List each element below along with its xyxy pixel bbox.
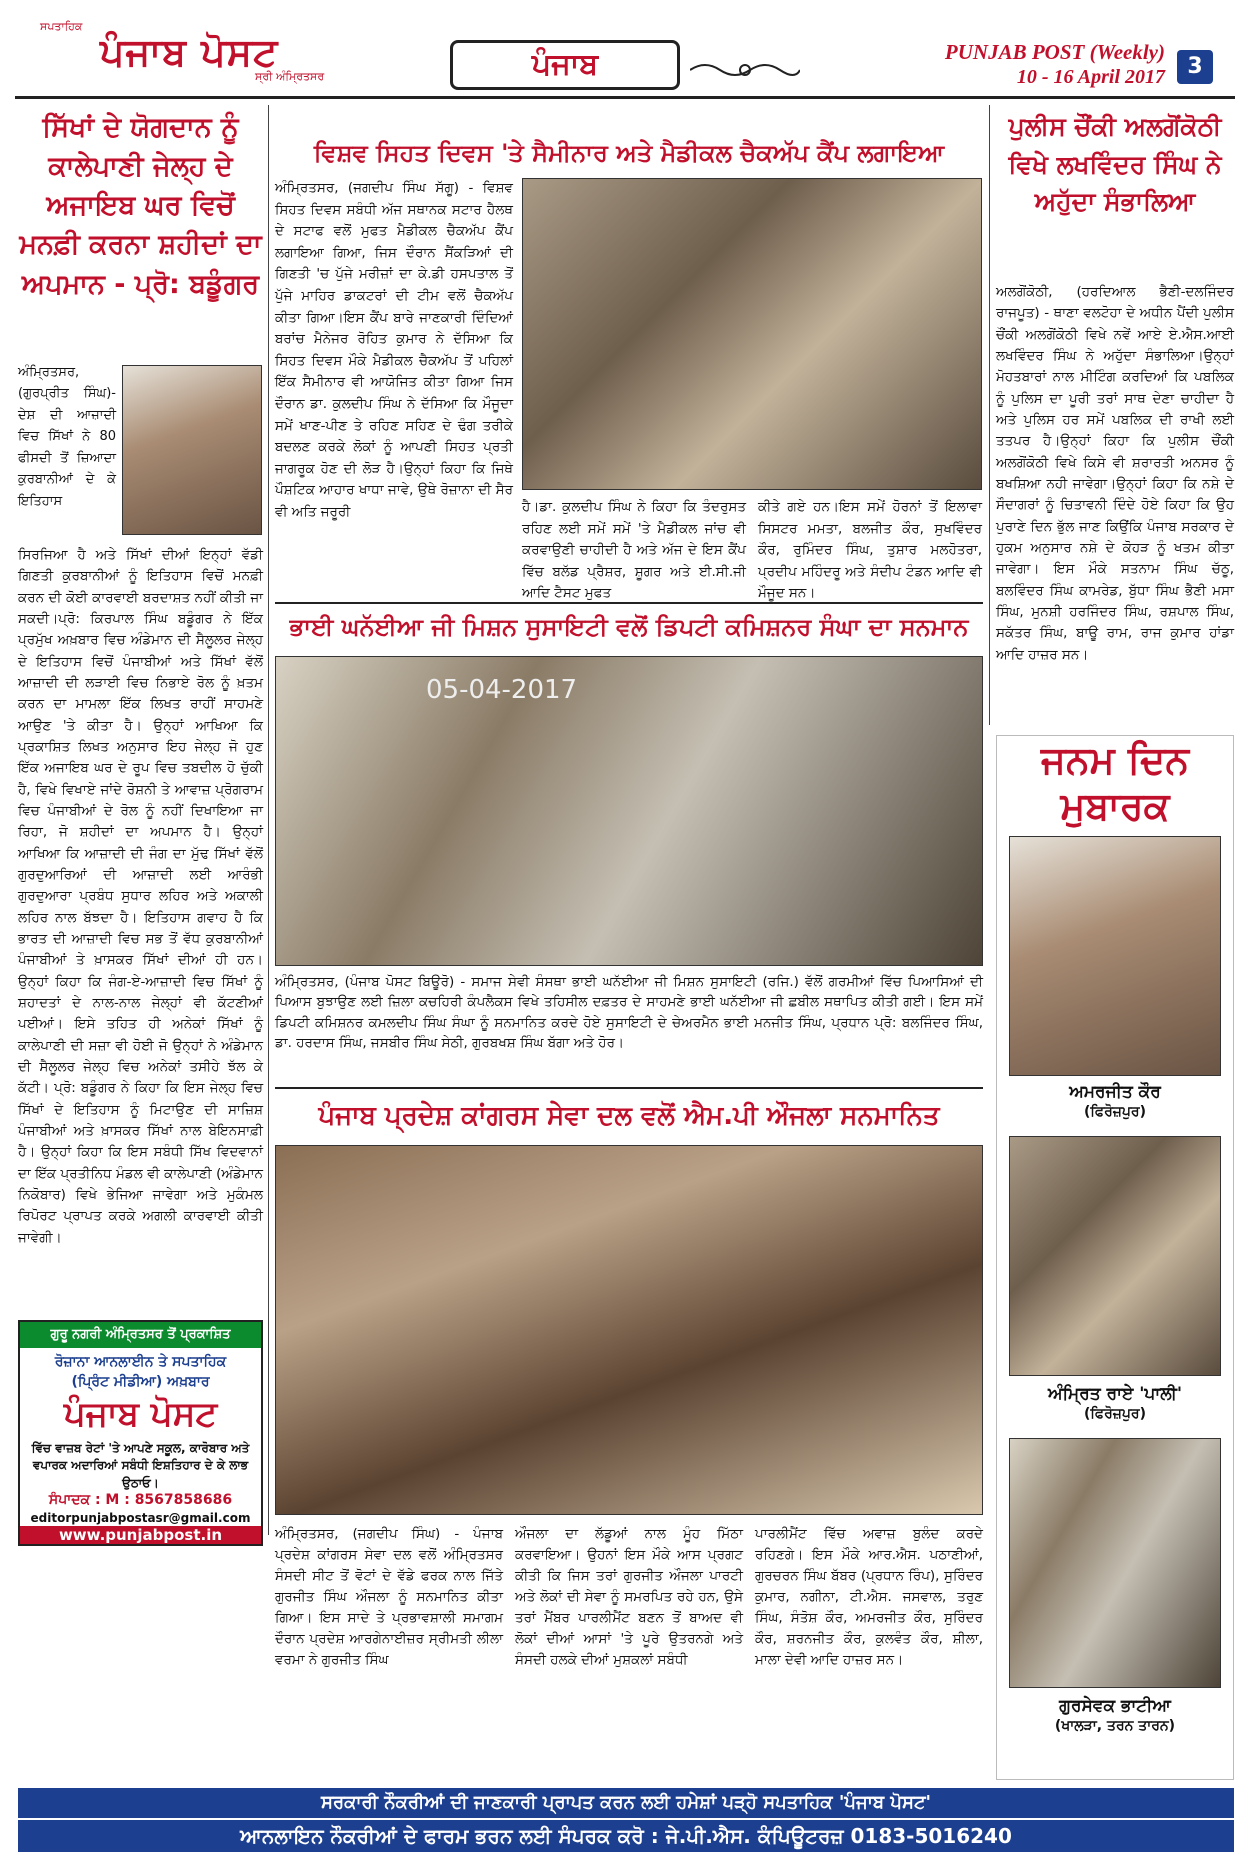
birthday-name-1: ਅਮਰਜੀਤ ਕੌਰ bbox=[1069, 1082, 1161, 1102]
left-headline: ਸਿੱਖਾਂ ਦੇ ਯੋਗਦਾਨ ਨੂੰ ਕਾਲੇਪਾਣੀ ਜੇਲ੍ਹ ਦੇ ਅਜਾਇਬ ਘਰ ਵਿਚੋਂ ਮਨਫ਼ੀ ਕਰਨਾ ਸ਼ਹੀਦਾਂ ਦਾ ਅਪਮਾਨ - ਪ੍ਰੋ: ਬਡੂੰਗਰ bbox=[19, 112, 262, 300]
birthday-name-3: ਗੁਰਸੇਵਕ ਭਾਟੀਆ bbox=[1059, 1696, 1171, 1716]
story1-col3: ਕੀਤੇ ਗਏ ਹਨ।ਇਸ ਸਮੇਂ ਹੋਰਨਾਂ ਤੋਂ ਇਲਾਵਾ ਸਿਸਟਰ ਮਮਤਾ, ਬਲਜੀਤ ਕੌਰ, ਸੁਖਵਿੰਦਰ ਕੌਰ, ਰੁਮਿੰਦਰ ਸਿੰਘ, ਤੁਸ਼ਾਰ ਮਲਹੋਤਰਾ, ਪ੍ਰਦੀਪ ਮਹਿੰਦਰੂ ਅਤੇ ਸੰਦੀਪ ਟੰਡਨ ਆਦਿ ਵੀ ਮੌਜੂਦ ਸਨ। bbox=[758, 499, 982, 602]
ad-name: ਪੰਜਾਬ ਪੋਸਟ bbox=[63, 1394, 218, 1434]
story3-col1: ਅੰਮ੍ਰਿਤਸਰ, (ਜਗਦੀਪ ਸਿੰਘ) - ਪੰਜਾਬ ਪ੍ਰਦੇਸ਼ ਕਾਂਗਰਸ ਸੇਵਾ ਦਲ ਵਲੋਂ ਅੰਮ੍ਰਿਤਸਰ ਸੰਸਦੀ ਸੀਟ ਤੋਂ ਵੋਟਾਂ ਦੇ ਵੱਡੇ ਫਰਕ ਨਾਲ ਜਿੱਤੇ ਗੁਰਜੀਤ ਸਿੰਘ ਔਜਲਾ ਨੂੰ ਸਨਮਾਨਿਤ ਕੀਤਾ ਗਿਆ। ਇਸ ਸਾਦੇ ਤੇ ਪ੍ਰਭਾਵਸ਼ਾਲੀ ਸਮਾਗਮ ਦੌਰਾਨ ਪ੍ਰਦੇਸ਼ ਆਰਗੇਨਾਈਜ਼ਰ ਸ੍ਰੀਮਤੀ ਲੀਲਾ ਵਰਮਾ ਨੇ ਗੁਰਜੀਤ ਸਿੰਘ bbox=[275, 1526, 503, 1668]
ad-box bbox=[18, 1320, 263, 1546]
left-intro: ਅੰਮ੍ਰਿਤਸਰ, (ਗੁਰਪ੍ਰੀਤ ਸਿੰਘ)- ਦੇਸ਼ ਦੀ ਆਜ਼ਾਦੀ ਵਿਚ ਸਿੱਖਾਂ ਨੇ 80 ਫੀਸਦੀ ਤੋਂ ਜ਼ਿਆਦਾ ਕੁਰਬਾਨੀਆਂ ਦੇ ਕੇ ਇਤਿਹਾਸ bbox=[18, 365, 116, 509]
story2-headline: ਭਾਈ ਘਨੱਈਆ ਜੀ ਮਿਸ਼ਨ ਸੁਸਾਇਟੀ ਵਲੋਂ ਡਿਪਟੀ ਕਮਿਸ਼ਨਰ ਸੰਘਾ ਦਾ ਸਨਮਾਨ bbox=[289, 613, 969, 641]
ad-website: www.punjabpost.in bbox=[20, 1526, 261, 1544]
ad-line2: (ਪ੍ਰਿੰਟ ਮੀਡੀਆ) ਅਖ਼ਬਾਰ bbox=[71, 1374, 210, 1390]
story2-photo-date: 05-04-2017 bbox=[426, 675, 578, 705]
story3-col2: ਔਜਲਾ ਦਾ ਲੱਡੂਆਂ ਨਾਲ ਮੂੰਹ ਮਿੱਠਾ ਕਰਵਾਇਆ। ਉਹਨਾਂ ਇਸ ਮੌਕੇ ਆਸ ਪ੍ਰਗਟ ਕੀਤੀ ਕਿ ਜਿਸ ਤਰਾਂ ਗੁਰਜੀਤ ਔਜਲਾ ਪਾਰਟੀ ਅਤੇ ਲੋਕਾਂ ਦੀ ਸੇਵਾ ਨੂੰ ਸਮਰਪਿਤ ਰਹੇ ਹਨ, ਉਸੇ ਤਰਾਂ ਮੈਂਬਰ ਪਾਰਲੀਮੈਂਟ ਬਣਨ ਤੋਂ ਬਾਅਦ ਵੀ ਲੋਕਾਂ ਦੀਆਂ ਆਸਾਂ 'ਤੇ ਪੂਰੇ ਉਤਰਨਗੇ ਅਤੇ ਸੰਸਦੀ ਹਲਕੇ ਦੀਆਂ ਮੁਸ਼ਕਲਾਂ ਸਬੰਧੀ bbox=[515, 1526, 743, 1668]
section-title: ਪੰਜਾਬ bbox=[450, 40, 680, 90]
story3-photo bbox=[275, 1145, 983, 1515]
story2-photo bbox=[275, 656, 983, 966]
masthead bbox=[0, 0, 1250, 95]
birthday-place-1: (ਫਿਰੋਜ਼ਪੁਰ) bbox=[1084, 1104, 1146, 1120]
story1-headline: ਵਿਸ਼ਵ ਸਿਹਤ ਦਿਵਸ 'ਤੇ ਸੈਮੀਨਾਰ ਅਤੇ ਮੈਡੀਕਲ ਚੈਕਅੱਪ ਕੈਂਪ ਲਗਾਇਆ bbox=[313, 139, 945, 167]
english-name: PUNJAB POST (Weekly) bbox=[944, 40, 1165, 64]
divider-right bbox=[989, 105, 990, 725]
story2-rule bbox=[275, 1087, 983, 1089]
masthead-name: ਪੰਜਾਬ ਪੋਸਟ bbox=[100, 30, 279, 74]
left-body: ਸਿਰਜਿਆ ਹੈ ਅਤੇ ਸਿੱਖਾਂ ਦੀਆਂ ਇਨ੍ਹਾਂ ਵੱਡੀ ਗਿਣਤੀ ਕੁਰਬਾਨੀਆਂ ਨੂੰ ਇਤਿਹਾਸ ਵਿਚੋਂ ਮਨਫ਼ੀ ਕਰਨ ਦੀ ਕੋਈ ਕਾਰਵਾਈ ਬਰਦਾਸ਼ਤ ਨਹੀਂ ਕੀਤੀ ਜਾ ਸਕਦੀ।ਪ੍ਰੋ: ਕਿਰਪਾਲ ਸਿੰਘ ਬਡੂੰਗਰ ਨੇ ਇੱਕ ਪ੍ਰਮੁੱਖ ਅਖ਼ਬਾਰ ਵਿਚ ਅੰਡੇਮਾਨ ਦੀ ਸੈਲੂਲਰ ਜੇਲ੍ਹ ਦੇ ਇਤਿਹਾਸ ਵਿਚੋਂ ਪੰਜਾਬੀਆਂ ਅਤੇ ਸਿੱਖਾਂ ਵੱਲੋਂ ਆਜ਼ਾਦੀ ਦੀ ਲੜਾਈ ਵਿਚ ਨਿਭਾਏ ਰੋਲ ਨੂੰ ਖ਼ਤਮ ਕਰਨ ਦਾ ਮਾਮਲਾ ਇੱਕ ਲਿਖਤ ਰਾਹੀਂ ਸਾਹਮਣੇ ਆਉਣ 'ਤੇ ਕੀਤਾ ਹੈ। ਉਨ੍ਹਾਂ ਆਖਿਆ ਕਿ ਪ੍ਰਕਾਸ਼ਿਤ ਲਿਖਤ ਅਨੁਸਾਰ ਇਹ ਜੇਲ੍ਹ ਜੋ ਹੁਣ ਇੱਕ ਅਜਾਇਬ ਘਰ ਦੇ ਰੂਪ ਵਿਚ ਤਬਦੀਲ ਹੋ ਚੁੱਕੀ ਹੈ, ਵਿਖੇ ਵਿਖਾਏ ਜਾਂਦੇ ਰੋਸ਼ਨੀ ਤੇ ਆਵਾਜ਼ ਪ੍ਰੋਗਰਾਮ ਵਿਚ ਪੰਜਾਬੀਆਂ ਦੇ ਰੋਲ ਨੂੰ ਨਹੀਂ ਦਿਖਾਇਆ ਜਾ ਰਿਹਾ, ਜੋ ਸ਼ਹੀਦਾਂ ਦਾ ਅਪਮਾਨ ਹੈ। ਉਨ੍ਹਾਂ ਆਖਿਆ ਕਿ ਆਜ਼ਾਦੀ ਦੀ ਜੰਗ ਦਾ ਮੁੱਢ ਸਿੱਖਾਂ ਵੱਲੋਂ ਗੁਰਦੁਆਰਿਆਂ ਦੀ ਆਜ਼ਾਦੀ ਲਈ ਆਰੰਭੀ ਗੁਰਦੁਆਰਾ ਪ੍ਰਬੰਧ ਸੁਧਾਰ ਲਹਿਰ ਅਤੇ ਅਕਾਲੀ ਲਹਿਰ ਨਾਲ ਬੱਝਦਾ ਹੈ। ਇਤਿਹਾਸ ਗਵਾਹ ਹੈ ਕਿ ਭਾਰਤ ਦੀ ਆਜ਼ਾਦੀ ਵਿਚ ਸਭ ਤੋਂ ਵੱਧ ਕੁਰਬਾਨੀਆਂ ਪੰਜਾਬੀਆਂ ਤੇ ਖ਼ਾਸਕਰ ਸਿੱਖਾਂ ਦੀਆਂ ਹੀ ਹਨ। ਉਨ੍ਹਾਂ ਕਿਹਾ ਕਿ ਜੰਗ-ਏ-ਆਜ਼ਾਦੀ ਵਿਚ ਸਿੱਖਾਂ ਨੂੰ ਸ਼ਹਾਦਤਾਂ ਦੇ ਨਾਲ-ਨਾਲ ਜੇਲ੍ਹਾਂ ਵੀ ਕੱਟਣੀਆਂ ਪਈਆਂ। ਇਸੇ ਤਹਿਤ ਹੀ ਅਨੇਕਾਂ ਸਿੱਖਾਂ ਨੂੰ ਕਾਲੇਪਾਣੀ ਦੀ ਸਜ਼ਾ ਵੀ ਹੋਈ ਜੋ ਉਨ੍ਹਾਂ ਨੇ ਅੰਡੇਮਾਨ ਦੀ ਸੈਲੂਲਰ ਜੇਲ੍ਹ ਵਿਚ ਅਨੇਕਾਂ ਤਸੀਹੇ ਝੱਲ ਕੇ ਕੱਟੀ। ਪ੍ਰੋ: ਬਡੂੰਗਰ ਨੇ ਕਿਹਾ ਕਿ ਇਸ ਜੇਲ੍ਹ ਵਿਚ ਸਿੱਖਾਂ ਦੇ ਇਤਿਹਾਸ ਨੂੰ ਮਿਟਾਉਣ ਦੀ ਸਾਜ਼ਿਸ਼ ਪੰਜਾਬੀਆਂ ਅਤੇ ਖ਼ਾਸਕਰ ਸਿੱਖਾਂ ਨਾਲ ਬੇਇਨਸਾਫ਼ੀ ਹੈ। ਉਨ੍ਹਾਂ ਕਿਹਾ ਕਿ ਇਸ ਸਬੰਧੀ ਸਿੱਖ ਵਿਦਵਾਨਾਂ ਦਾ ਇੱਕ ਪ੍ਰਤੀਨਿਧ ਮੰਡਲ ਵੀ ਕਾਲੇਪਾਣੀ (ਅੰਡੇਮਾਨ ਨਿਕੋਬਾਰ) ਵਿਖੇ ਭੇਜਿਆ ਜਾਵੇਗਾ ਅਤੇ ਮੁਕੰਮਲ ਰਿਪੋਰਟ ਪ੍ਰਾਪਤ ਕਰਕੇ ਅਗਲੀ ਕਾਰਵਾਈ ਕੀਤੀ ਜਾਵੇਗੀ। bbox=[18, 547, 263, 1246]
ad-line1: ਰੋਜ਼ਾਨਾ ਆਨਲਾਈਨ ਤੇ ਸਪਤਾਹਿਕ bbox=[54, 1354, 227, 1370]
story3-headline: ਪੰਜਾਬ ਪ੍ਰਦੇਸ਼ ਕਾਂਗਰਸ ਸੇਵਾ ਦਲ ਵਲੋਂ ਐਮ.ਪੀ ਔਜਲਾ ਸਨਮਾਨਿਤ bbox=[318, 1101, 940, 1131]
page-number: 3 bbox=[1177, 50, 1213, 84]
story1-rule bbox=[275, 602, 983, 604]
story1-photo bbox=[522, 178, 982, 490]
birthday-photo-3 bbox=[1009, 1438, 1221, 1688]
ad-email: editorpunjabpostasr@gmail.com bbox=[30, 1511, 251, 1525]
birthday-photo-2 bbox=[1009, 1136, 1221, 1376]
birthday-photo-1 bbox=[1009, 836, 1221, 1076]
ad-contact: ਸੰਪਾਦਕ : M : 8567858686 bbox=[48, 1492, 233, 1508]
birthday-place-3: (ਖਾਲੜਾ, ਤਰਨ ਤਾਰਨ) bbox=[1054, 1718, 1176, 1734]
story2-caption: ਅੰਮ੍ਰਿਤਸਰ, (ਪੰਜਾਬ ਪੋਸਟ ਬਿਊਰੋ) - ਸਮਾਜ ਸੇਵੀ ਸੰਸਥਾ ਭਾਈ ਘਨੱਈਆ ਜੀ ਮਿਸ਼ਨ ਸੁਸਾਇਟੀ (ਰਜਿ.) ਵੱਲੋਂ ਗਰਮੀਆਂ ਵਿੱਚ ਪਿਆਸਿਆਂ ਦੀ ਪਿਆਸ ਬੁਝਾਉਣ ਲਈ ਜ਼ਿਲਾ ਕਚਹਿਰੀ ਕੰਪਲੈਕਸ ਵਿਖੇ ਤਹਿਸੀਲ ਦਫ਼ਤਰ ਦੇ ਸਾਹਮਣੇ ਭਾਈ ਘਨੱਈਆ ਜੀ ਛਬੀਲ ਸਥਾਪਿਤ ਕੀਤੀ ਗਈ। ਇਸ ਸਮੇਂ ਡਿਪਟੀ ਕਮਿਸ਼ਨਰ ਕਮਲਦੀਪ ਸਿੰਘ ਸੰਘਾ ਨੂੰ ਸਨਮਾਨਿਤ ਕਰਦੇ ਹੋਏ ਸੁਸਾਇਟੀ ਦੇ ਚੇਅਰਮੈਨ ਭਾਈ ਮਨਜੀਤ ਸਿੰਘ, ਪ੍ਰਧਾਨ ਪ੍ਰੋ: ਬਲਜਿੰਦਰ ਸਿੰਘ, ਡਾ. ਹਰਦਾਸ ਸਿੰਘ, ਜਸਬੀਰ ਸਿੰਘ ਸੇਠੀ, ਗੁਰਬਖਸ਼ ਸਿੰਘ ਬੱਗਾ ਅਤੇ ਹੋਰ। bbox=[275, 974, 983, 1051]
footer-banner-1: ਸਰਕਾਰੀ ਨੌਕਰੀਆਂ ਦੀ ਜਾਣਕਾਰੀ ਪ੍ਰਾਪਤ ਕਰਨ ਲਈ ਹਮੇਸ਼ਾਂ ਪੜ੍ਹੋ ਸਪਤਾਹਿਕ 'ਪੰਜਾਬ ਪੋਸਟ' bbox=[18, 1788, 1234, 1818]
story1-col2: ਹੈ।ਡਾ. ਕੁਲਦੀਪ ਸਿੰਘ ਨੇ ਕਿਹਾ ਕਿ ਤੰਦਰੁਸਤ ਰਹਿਣ ਲਈ ਸਮੇਂ ਸਮੇਂ 'ਤੇ ਮੈਡੀਕਲ ਜਾਂਚ ਵੀ ਕਰਵਾਉਣੀ ਚਾਹੀਦੀ ਹੈ ਅਤੇ ਅੱਜ ਦੇ ਇਸ ਕੈਂਪ ਵਿੱਚ ਬਲੱਡ ਪ੍ਰੈਸ਼ਰ, ਸ਼ੂਗਰ ਅਤੇ ਈ.ਸੀ.ਜੀ ਆਦਿ ਟੈਸਟ ਮੁਫਤ bbox=[522, 499, 746, 602]
masthead-city: ਸ੍ਰੀ ਅੰਮ੍ਰਿਤਸਰ bbox=[255, 70, 325, 83]
birthday-place-2: (ਫਿਰੋਜ਼ਪੁਰ) bbox=[1084, 1406, 1146, 1422]
divider-left bbox=[268, 105, 269, 1535]
masthead-rule bbox=[15, 96, 1235, 99]
birthday-title: ਜਨਮ ਦਿਨ ਮੁਬਾਰਕ bbox=[1041, 738, 1189, 828]
ornament-icon bbox=[690, 60, 800, 80]
ad-top: ਗੁਰੂ ਨਗਰੀ ਅੰਮ੍ਰਿਤਸਰ ਤੋਂ ਪ੍ਰਕਾਸ਼ਿਤ bbox=[20, 1322, 261, 1348]
right-headline: ਪੁਲੀਸ ਚੌਂਕੀ ਅਲਗੋਂਕੋਠੀ ਵਿਖੇ ਲਖਵਿੰਦਰ ਸਿੰਘ ਨੇ ਅਹੁੱਦਾ ਸੰਭਾਲਿਆ bbox=[1008, 112, 1222, 216]
story3-col3: ਪਾਰਲੀਮੈਂਟ ਵਿੱਚ ਅਵਾਜ਼ ਬੁਲੰਦ ਕਰਦੇ ਰਹਿਣਗੇ। ਇਸ ਮੌਕੇ ਆਰ.ਐਸ. ਪਠਾਣੀਆਂ, ਗੁਰਚਰਨ ਸਿੰਘ ਬੱਬਰ (ਪ੍ਰਧਾਨ ਰਿੰਪ), ਸੁਰਿੰਦਰ ਕੁਮਾਰ, ਨਗੀਨਾ, ਟੀ.ਐਸ. ਜਸਵਾਲ, ਤਰੁਣ ਸਿੰਘ, ਸੰਤੋਸ਼ ਕੌਰ, ਅਮਰਜੀਤ ਕੌਰ, ਸੁਰਿੰਦਰ ਕੌਰ, ਸ਼ਰਨਜੀਤ ਕੌਰ, ਕੁਲਵੰਤ ਕੌਰ, ਸ਼ੀਲਾ, ਮਾਲਾ ਦੇਵੀ ਆਦਿ ਹਾਜ਼ਰ ਸਨ। bbox=[755, 1526, 983, 1668]
birthday-panel bbox=[996, 735, 1234, 1780]
weekly-label: ਸਪਤਾਹਿਕ bbox=[40, 20, 83, 33]
left-photo bbox=[122, 365, 262, 535]
right-body: ਅਲਗੋਂਕੋਠੀ, (ਹਰਦਿਆਲ ਭੈਣੀ-ਦਲਜਿੰਦਰ ਰਾਜਪੂਤ) - ਥਾਣਾ ਵਲਟੋਹਾ ਦੇ ਅਧੀਨ ਪੈਂਦੀ ਪੁਲੀਸ ਚੌਂਕੀ ਅਲਗੋਂਕੋਠੀ ਵਿਖੇ ਨਵੇਂ ਆਏ ਏ.ਐਸ.ਆਈ ਲਖਵਿੰਦਰ ਸਿੰਘ ਨੇ ਅਹੁੱਦਾ ਸੰਭਾਲਿਆ।ਉਨ੍ਹਾਂ ਮੋਹਤਬਾਰਾਂ ਨਾਲ ਮੀਟਿੰਗ ਕਰਦਿਆਂ ਕਿ ਪਬਲਿਕ ਨੂੰ ਪੁਲਿਸ ਦਾ ਪੂਰੀ ਤਰਾਂ ਸਾਥ ਦੇਣਾ ਚਾਹੀਦਾ ਹੈ ਅਤੇ ਪੁਲਿਸ ਹਰ ਸਮੇਂ ਪਬਲਿਕ ਦੀ ਰਾਖੀ ਲਈ ਤਤਪਰ ਹੈ।ਉਨ੍ਹਾਂ ਕਿਹਾ ਕਿ ਪੁਲੀਸ ਚੌਂਕੀ ਅਲਗੋਂਕੋਠੀ ਵਿਖੇ ਕਿਸੇ ਵੀ ਸ਼ਰਾਰਤੀ ਅਨਸਰ ਨੂੰ ਬਖਸ਼ਿਆ ਨਹੀ ਜਾਵੇਗਾ।ਉਨ੍ਹਾਂ ਕਿਹਾ ਕਿ ਨਸ਼ੇ ਦੇ ਸੌਦਾਗਰਾਂ ਨੂੰ ਚਿਤਾਵਨੀ ਦਿੰਦੇ ਹੋਏ ਕਿਹਾ ਕਿ ਉਹ ਪੁਰਾਣੇ ਦਿਨ ਭੁੱਲ ਜਾਣ ਕਿਉਂਕਿ ਪੰਜਾਬ ਸਰਕਾਰ ਦੇ ਹੁਕਮ ਅਨੁਸਾਰ ਨਸ਼ੇ ਦੇ ਕੋਹੜ ਨੂੰ ਖਤਮ ਕੀਤਾ ਜਾਵੇਗਾ। ਇਸ ਮੌਕੇ ਸਤਨਾਮ ਸਿੰਘ ਚੱਠੂ, ਬਲਵਿੰਦਰ ਸਿੰਘ ਕਾਮਰੇਡ, ਬੁੱਧਾ ਸਿੰਘ ਭੈਣੀ ਮਸਾ ਸਿੰਘ, ਮੁਨਸ਼ੀ ਹਰਜਿੰਦਰ ਸਿੰਘ, ਰਸ਼ਪਾਲ ਸਿੰਘ, ਸਕੱਤਰ ਸਿੰਘ, ਬਾਊ ਰਾਮ, ਰਾਜ ਕੁਮਾਰ ਹਾਂਡਾ ਆਦਿ ਹਾਜ਼ਰ ਸਨ। bbox=[996, 284, 1234, 663]
issue-date: 10 - 16 April 2017 bbox=[1016, 66, 1165, 88]
birthday-name-2: ਅੰਮ੍ਰਿਤ ਰਾਏ 'ਪਾਲੀ' bbox=[1047, 1384, 1183, 1404]
footer-banner-2: ਆਨਲਾਇਨ ਨੌਕਰੀਆਂ ਦੇ ਫਾਰਮ ਭਰਨ ਲਈ ਸੰਪਰਕ ਕਰੋ : ਜੇ.ਪੀ.ਐਸ. ਕੰਪਿਊਟਰਜ਼ 0183-5016240 bbox=[18, 1820, 1234, 1852]
ad-text: ਵਿੱਚ ਵਾਜ਼ਬ ਰੇਟਾਂ 'ਤੇ ਆਪਣੇ ਸਕੂਲ, ਕਾਰੋਬਾਰ ਅਤੇ ਵਪਾਰਕ ਅਦਾਰਿਆਂ ਸਬੰਧੀ ਇਸ਼ਤਿਹਾਰ ਦੇ ਕੇ ਲਾਭ ਉਠਾਓ। bbox=[31, 1441, 250, 1490]
story1-col1: ਅੰਮ੍ਰਿਤਸਰ, (ਜਗਦੀਪ ਸਿੰਘ ਸੱਗੂ) - ਵਿਸ਼ਵ ਸਿਹਤ ਦਿਵਸ ਸਬੰਧੀ ਅੱਜ ਸਥਾਨਕ ਸਟਾਰ ਹੈਲਥ ਦੇ ਸਟਾਫ ਵਲੋਂ ਮੁਫਤ ਮੈਡੀਕਲ ਚੈਕਅੱਪ ਕੈਂਪ ਲਗਾਇਆ ਗਿਆ, ਜਿਸ ਦੌਰਾਨ ਸੈਂਕੜਿਆਂ ਦੀ ਗਿਣਤੀ 'ਚ ਪੁੱਜੇ ਮਰੀਜ਼ਾਂ ਦਾ ਕੇ.ਡੀ ਹਸਪਤਾਲ ਤੋਂ ਪੁੱਜੇ ਮਾਹਿਰ ਡਾਕਟਰਾਂ ਦੀ ਟੀਮ ਵਲੋਂ ਚੈਕਅੱਪ ਕੀਤਾ ਗਿਆ।ਇਸ ਕੈਂਪ ਬਾਰੇ ਜਾਣਕਾਰੀ ਦਿੰਦਿਆਂ ਬਰਾਂਚ ਮੈਨੇਜਰ ਰੋਹਿਤ ਕੁਮਾਰ ਨੇ ਦੱਸਿਆ ਕਿ ਸਿਹਤ ਦਿਵਸ ਮੌਕੇ ਮੈਡੀਕਲ ਚੈਕਅੱਪ ਤੋਂ ਪਹਿਲਾਂ ਇੱਕ ਸੈਮੀਨਾਰ ਵੀ ਆਯੋਜਿਤ ਕੀਤਾ ਗਿਆ ਜਿਸ ਦੌਰਾਨ ਡਾ. ਕੁਲਦੀਪ ਸਿੰਘ ਨੇ ਦੱਸਿਆ ਕਿ ਮੌਜੂਦਾ ਸਮੇਂ ਖਾਣ-ਪੀਣ ਤੇ ਰਹਿਣ ਸਹਿਣ ਦੇ ਢੰਗ ਤਰੀਕੇ ਬਦਲਣ ਕਰਕੇ ਲੋਕਾਂ ਨੂੰ ਆਪਣੀ ਸਿਹਤ ਪ੍ਰਤੀ ਜਾਗਰੂਕ ਹੋਣ ਦੀ ਲੋੜ ਹੈ।ਉਨ੍ਹਾਂ ਕਿਹਾ ਕਿ ਜਿਥੇ ਪੌਸ਼ਟਿਕ ਆਹਾਰ ਖਾਧਾ ਜਾਵੇ, ਉਥੇ ਰੋਜ਼ਾਨਾ ਦੀ ਸੈਰ ਵੀ ਅਤਿ ਜਰੂਰੀ bbox=[275, 180, 513, 520]
